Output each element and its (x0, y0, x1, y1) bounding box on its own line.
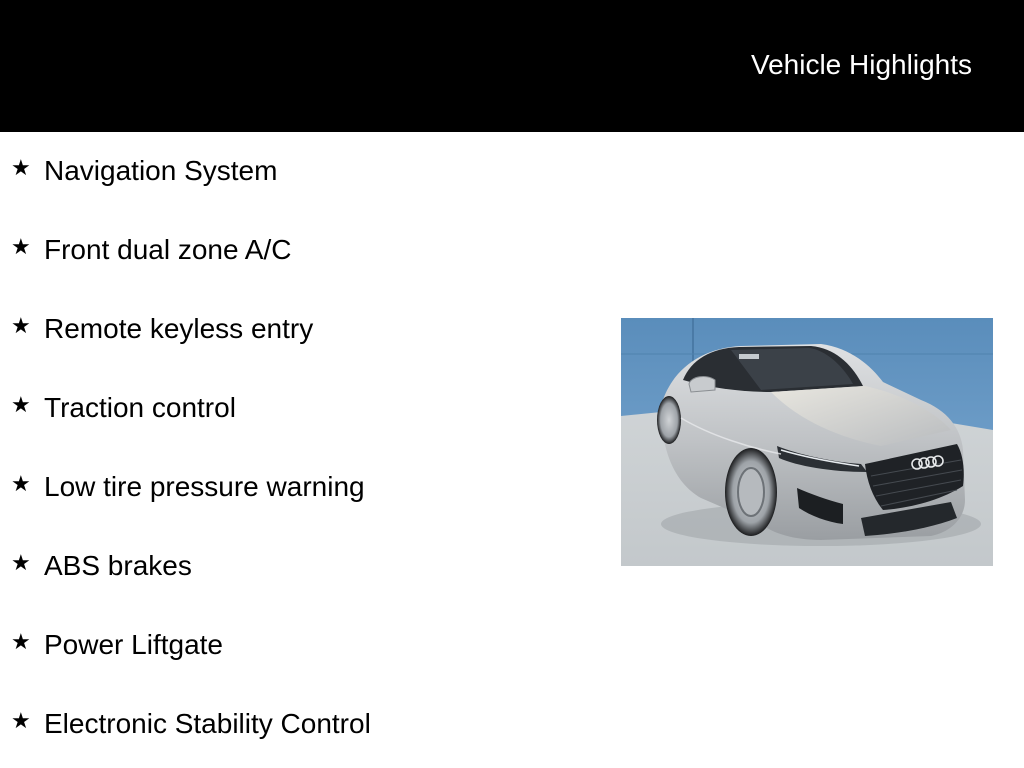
star-icon: ★ (11, 630, 31, 655)
star-icon: ★ (11, 709, 31, 734)
feature-list (0, 132, 600, 764)
feature-label: ABS brakes (44, 550, 192, 581)
star-icon: ★ (11, 314, 31, 339)
car-image (621, 318, 993, 566)
feature-item (0, 132, 600, 211)
page-title: Vehicle Highlights (750, 49, 972, 80)
star-icon: ★ (11, 472, 31, 497)
vehicle-photo (621, 318, 993, 566)
feature-item (0, 369, 600, 448)
feature-item (0, 685, 600, 764)
feature-item (0, 448, 600, 527)
header-bar (0, 0, 1024, 132)
feature-label: Front dual zone A/C (44, 234, 292, 265)
star-icon: ★ (11, 551, 31, 576)
feature-label: Low tire pressure warning (44, 471, 365, 502)
feature-item (0, 290, 600, 369)
star-icon: ★ (11, 156, 31, 181)
feature-item (0, 527, 600, 606)
feature-label: Navigation System (44, 155, 278, 186)
star-icon: ★ (11, 235, 31, 260)
star-icon: ★ (11, 393, 31, 418)
feature-item (0, 606, 600, 685)
feature-item (0, 211, 600, 290)
feature-label: Remote keyless entry (44, 313, 314, 344)
feature-label: Electronic Stability Control (44, 708, 371, 739)
feature-label: Traction control (44, 392, 236, 423)
feature-label: Power Liftgate (44, 629, 223, 660)
